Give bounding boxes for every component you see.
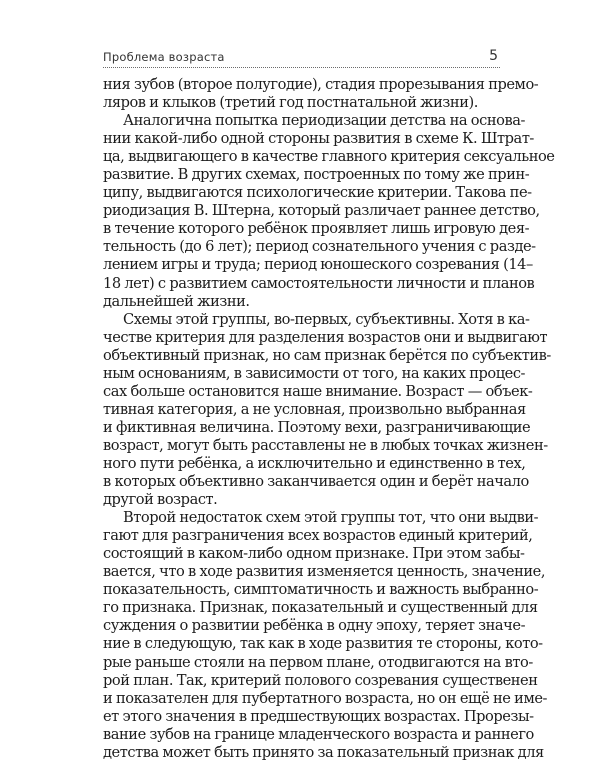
text-line: гают для разграничения всех возрастов единый критерий, [103,527,533,545]
text-line: вание зубов на границе младенческого возраста и раннего [103,725,534,743]
text-line: в которых объективно заканчивается один и берёт начало [103,473,529,491]
text-line: и фиктивная величина. Поэтому вехи, разграничивающие [103,418,531,436]
text-line: ние в следующую, так как в ходе развития те стороны, кото- [103,635,543,653]
text-line: ного пути ребёнка, а исключительно и единственно в тех, [103,454,526,472]
text-line: ния зубов (второе полугодие), стадия прорезывания премо- [103,76,539,93]
paragraph-3 [103,310,551,510]
text-line: возраст, могут быть расставлены не в любых точках жизнен- [103,436,548,454]
text-line: Аналогична попытка периодизации детства на основа- [123,112,525,130]
text-line: ляров и клыков (третий год постнатальной жизни). [103,94,478,112]
text-line: и показателен для пубертатного возраста, но он ещё не име- [103,689,548,707]
running-header [103,49,500,68]
text-line: развитие. В других схемах, построенных по тому же прин- [103,166,530,184]
text-line: ным основаниям, в зависимости от того, на каких процес- [103,364,526,382]
text-line: вается, что в ходе развития изменяется ценность, значение, [103,563,546,581]
text-line: суждения о развитии ребёнка в одну эпоху, теряет значе- [103,617,526,635]
page-number: 5 [489,48,498,64]
paragraph-2 [103,112,555,311]
text-line: ципу, выдвигаются психологические критерии. Такова пе- [103,184,532,202]
text-line: лением игры и труда; период юношеского созревания (14– [103,256,533,274]
body-text [103,76,555,762]
text-line: ет этого значения в предшествующих возрастах. Прорезы- [103,707,534,725]
text-line: Второй недостаток схем этой группы тот, что они выдви- [123,509,539,527]
text-line: рой план. Так, критерий полового созревания существенен [103,671,538,689]
text-line: показательность, симптоматичность и важность выбранно- [103,581,539,599]
text-line: Схемы этой группы, во-первых, субъективны. Хотя в ка- [123,310,530,328]
paragraph-4 [103,509,548,762]
text-line: рые раньше стояли на первом плане, отодвигаются на вто- [103,653,533,671]
text-line: сах больше остановится наше внимание. Возраст — объек- [103,382,533,400]
text-line: состоящий в каком-либо одном признаке. При этом забы- [103,545,525,563]
text-line: объективный признак, но сам признак берётся по субъектив- [103,346,551,364]
text-line: другой возраст. [103,491,218,509]
text-line: тивная категория, а не условная, произвольно выбранная [103,400,526,418]
paragraph-1 [103,76,539,112]
text-line: риодизация В. Штерна, который различает раннее детство, [103,202,540,220]
text-line: в течение которого ребёнок проявляет лишь игровую дея- [103,220,530,238]
text-line: детства может быть принято за показательный признак для [103,743,544,761]
section-title: Проблема возраста [103,50,225,64]
text-line: нии какой-либо одной стороны развития в схеме К. Штрат- [103,130,534,148]
text-line: честве критерия для разделения возрастов они и выдвигают [103,328,548,346]
text-line: дальнейшей жизни. [103,292,250,310]
text-line: тельность (до 6 лет); период сознательного учения с разде- [103,238,536,256]
text-line: 18 лет) с развитием самостоятельности личности и планов [103,274,535,292]
text-line: го признака. Признак, показательный и существенный для [103,599,538,617]
text-line: ца, выдвигающего в качестве главного критерия сексуальное [103,148,555,166]
